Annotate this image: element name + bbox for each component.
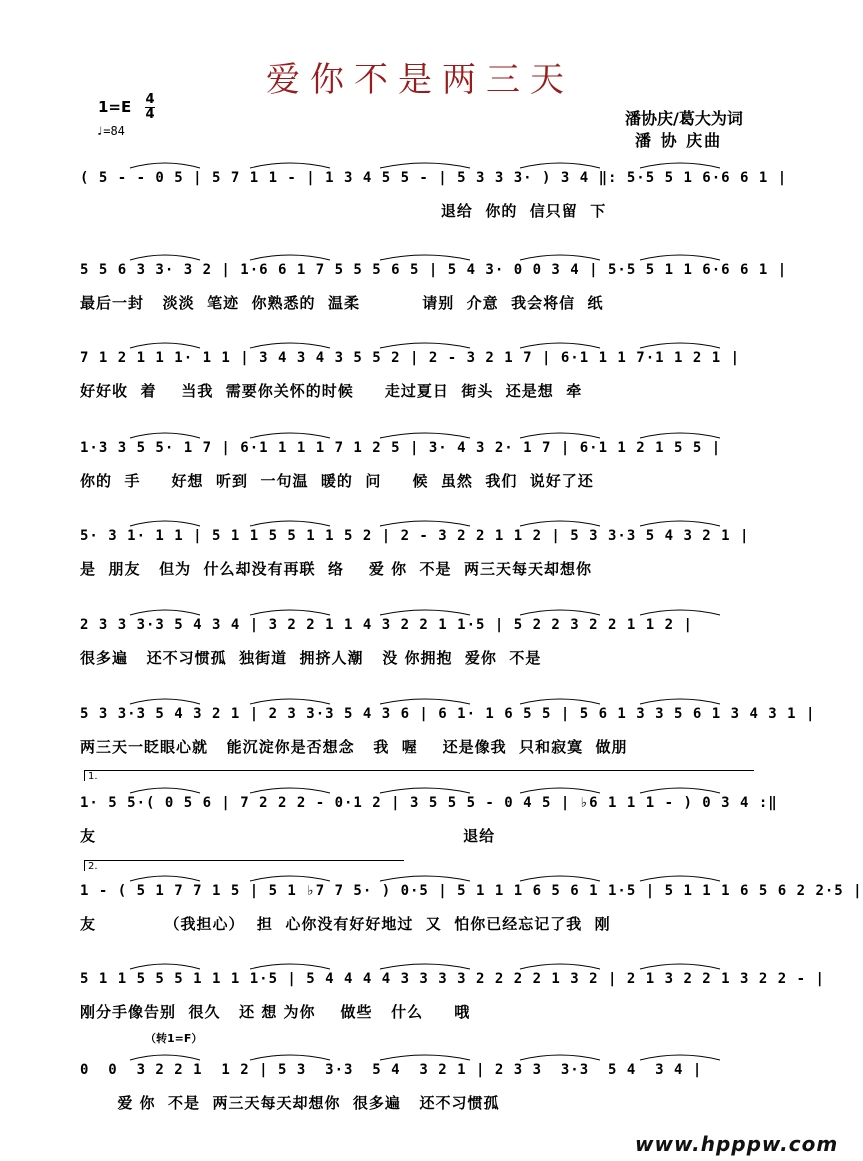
slur-arc [380, 788, 470, 793]
slur-arc [250, 255, 330, 260]
notation-line-7: 5 3 3·3 5 4 3 2 1 | 2 3 3·3 5 4 3 6 | 6 1· 1 6 5 5 | 5 6 1 3 3 5 6 1 3 4 3 1 | [80, 706, 816, 722]
time-signature [145, 94, 155, 121]
slur-arc [520, 433, 600, 438]
lyric-line-6: 很多遍 还不习惯孤 独街道 拥挤人潮 没 你拥抱 爱你 不是 [80, 649, 542, 667]
slur-arc [250, 610, 330, 615]
lyric-line-7: 两三天一眨眼心就 能沉淀你是否想念 我 喔 还是像我 只和寂寞 做朋 [80, 738, 628, 756]
lyricist-credit: 潘协庆/葛大为词 [625, 109, 743, 128]
slur-arc [130, 163, 200, 168]
slur-arc [520, 610, 600, 615]
slur-arc [130, 433, 200, 438]
slur-arc [520, 699, 600, 704]
lyric-line-9: 友 （我担心） 担 心你没有好好地过 又 怕你已经忘记了我 刚 [80, 915, 611, 933]
slur-arc [520, 521, 600, 526]
lyric-line-8: 友 退给 [80, 827, 496, 845]
song-title: 爱你不是两三天 [266, 60, 574, 100]
slur-arc [640, 699, 720, 704]
slur-arc [380, 163, 470, 168]
lyric-line-5: 是 朋友 但为 什么却没有再联 络 爱 你 不是 两三天每天却想你 [80, 560, 593, 578]
slur-arc [640, 964, 720, 969]
slur-arc [250, 876, 330, 881]
notation-line-10: 5 1 1 5 5 5 1 1 1 1·5 | 5 4 4 4 4 3 3 3 3 2 2 2 2 1 3 2 | 2 1 3 2 2 1 3 2 2 - | [80, 971, 825, 987]
slur-arc [380, 876, 470, 881]
slur-arc [520, 788, 600, 793]
slur-arc [250, 433, 330, 438]
slur-arc [250, 343, 330, 348]
composer-credit: 潘 协 庆曲 [635, 131, 723, 150]
slur-arc [640, 255, 720, 260]
slur-arc [640, 433, 720, 438]
slur-arc [520, 255, 600, 260]
slur-arc [380, 699, 470, 704]
lyric-line-11: 爱 你 不是 两三天每天却想你 很多遍 还不习惯孤 [80, 1094, 500, 1112]
slur-arc [380, 1055, 470, 1060]
slur-arc [380, 343, 470, 348]
tempo-marking: ♩=84 [96, 124, 125, 138]
slur-arc [640, 610, 720, 615]
time-signature-bottom: 4 [145, 107, 155, 122]
slur-arc [380, 433, 470, 438]
volta-second-ending: 2. [84, 860, 404, 871]
slur-arc [380, 964, 470, 969]
volta-first-ending: 1. [84, 770, 754, 781]
slur-arc [520, 964, 600, 969]
slur-arc [130, 788, 200, 793]
slur-arc [380, 255, 470, 260]
slur-arc [130, 876, 200, 881]
lyric-line-2: 最后一封 淡淡 笔迹 你熟悉的 温柔 请别 介意 我会将信 纸 [80, 294, 604, 312]
slur-arc [130, 964, 200, 969]
slur-arc [520, 876, 600, 881]
notation-line-11: 0 0 3 2 2 1 1 2 | 5 3 3·3 5 4 3 2 1 | 2 3 3 3·3 5 4 3 4 | [80, 1062, 703, 1078]
lyric-line-4: 你的 手 好想 听到 一句温 暖的 问 候 虽然 我们 说好了还 [80, 472, 594, 490]
modulation-marking: （转1=F） [145, 1032, 203, 1045]
notation-line-2: 5 5 6 3 3· 3 2 | 1·6 6 1 7 5 5 5 6 5 | 5 4 3· 0 0 3 4 | 5·5 5 1 1 6·6 6 1 | [80, 262, 788, 278]
slur-arc [250, 788, 330, 793]
slur-arc [640, 521, 720, 526]
slur-arc [380, 610, 470, 615]
slur-arc [520, 163, 600, 168]
slur-arc [130, 610, 200, 615]
slur-arc [250, 699, 330, 704]
lyric-line-1: 退给 你的 信只留 下 [80, 202, 607, 220]
slur-arc [250, 1055, 330, 1060]
slur-arc [640, 876, 720, 881]
slur-arc [520, 343, 600, 348]
notation-line-9: 1 - ( 5 1 7 7 1 5 | 5 1 ♭7 7 5· ) 0·5 | 5 1 1 1 6 5 6 1 1·5 | 5 1 1 1 6 5 6 2 2·5 | [80, 883, 863, 899]
slur-arc [130, 255, 200, 260]
slur-arc [250, 964, 330, 969]
slur-arc [640, 163, 720, 168]
lyric-line-3: 好好收 着 当我 需要你关怀的时候 走过夏日 街头 还是想 牵 [80, 382, 583, 400]
slur-arc [520, 1055, 600, 1060]
slur-arc [250, 521, 330, 526]
notation-line-4: 1·3 3 5 5· 1 7 | 6·1 1 1 1 7 1 2 5 | 3· 4 3 2· 1 7 | 6·1 1 2 1 5 5 | [80, 440, 722, 456]
slur-arc [640, 788, 720, 793]
slur-arc [130, 343, 200, 348]
slur-arc [640, 343, 720, 348]
notation-line-3: 7 1 2 1 1 1· 1 1 | 3 4 3 4 3 5 5 2 | 2 - 3 2 1 7 | 6·1 1 1 7·1 1 2 1 | [80, 350, 741, 366]
notation-line-8: 1· 5 5·( 0 5 6 | 7 2 2 2 - 0·1 2 | 3 5 5 5 - 0 4 5 | ♭6 1 1 1 - ) 0 3 4 :‖ [80, 795, 778, 811]
slur-arc [380, 521, 470, 526]
slur-arc [130, 699, 200, 704]
slur-arc [250, 163, 330, 168]
notation-line-6: 2 3 3 3·3 5 4 3 4 | 3 2 2 1 1 4 3 2 2 1 1·5 | 5 2 2 3 2 2 1 1 2 | [80, 617, 693, 633]
notation-line-1: ( 5 - - 0 5 | 5 7 1 1 - | 1 3 4 5 5 - | 5 3 3 3· ) 3 4 ‖: 5·5 5 1 6·6 6 1 | [80, 170, 788, 186]
slur-arc [640, 1055, 720, 1060]
slur-arc [130, 521, 200, 526]
key-signature: 1=E [98, 98, 132, 116]
notation-line-5: 5· 3 1· 1 1 | 5 1 1 5 5 1 1 5 2 | 2 - 3 2 2 1 1 2 | 5 3 3·3 5 4 3 2 1 | [80, 528, 750, 544]
lyric-line-10: 刚分手像告别 很久 还 想 为你 做些 什么 哦 [80, 1003, 471, 1021]
watermark: www.hpppw.com [635, 1132, 839, 1156]
time-signature-top: 4 [145, 92, 155, 107]
slur-arc [130, 1055, 200, 1060]
